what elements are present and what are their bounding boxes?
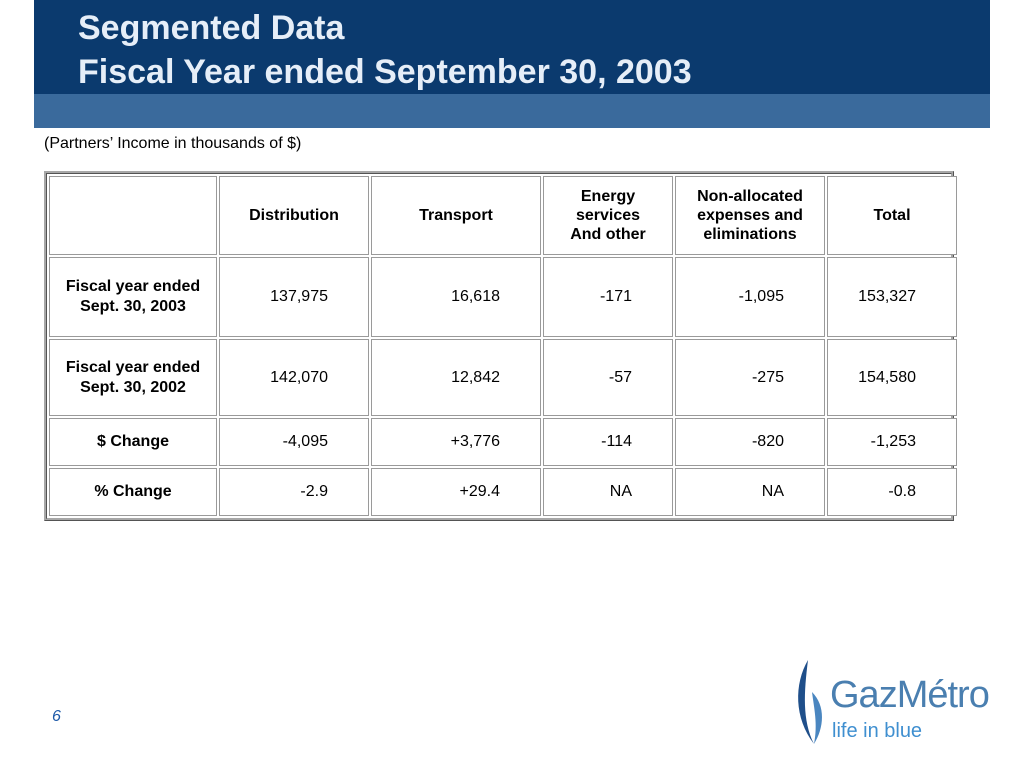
- row-label-line: Sept. 30, 2002: [80, 378, 186, 396]
- table-row: [49, 468, 957, 516]
- table-header-row: [49, 176, 957, 255]
- header-nonalloc-line: eliminations: [703, 226, 797, 244]
- cell-transport: 16,618: [371, 257, 541, 336]
- cell-energy: -57: [543, 339, 673, 416]
- cell-total: 154,580: [827, 339, 957, 416]
- table-units-note: (Partners’ Income in thousands of $): [44, 135, 302, 152]
- cell-transport: +29.4: [371, 468, 541, 516]
- logo-brand-text: GazMétro: [830, 674, 989, 716]
- row-label: % Change: [49, 468, 217, 516]
- header-total: Total: [827, 176, 957, 255]
- header-distribution: Distribution: [219, 176, 369, 255]
- cell-total: -1,253: [827, 418, 957, 466]
- logo-tagline: life in blue: [832, 720, 923, 742]
- cell-energy: -171: [543, 257, 673, 336]
- cell-energy: NA: [543, 468, 673, 516]
- cell-transport: +3,776: [371, 418, 541, 466]
- cell-non-allocated: NA: [675, 468, 825, 516]
- header-nonalloc-line: Non-allocated: [697, 188, 803, 206]
- row-label: [49, 257, 217, 336]
- slide-title: [78, 6, 692, 94]
- cell-non-allocated: -1,095: [675, 257, 825, 336]
- row-label-line: Sept. 30, 2003: [80, 298, 186, 316]
- page-number: 6: [52, 708, 61, 725]
- title-line-2: Fiscal Year ended September 30, 2003: [78, 53, 692, 91]
- header-transport: Transport: [371, 176, 541, 255]
- header-energy-line: services: [575, 207, 641, 225]
- header-nonalloc-line: expenses and: [697, 207, 803, 225]
- table-row: [49, 418, 957, 466]
- header-non-allocated: [675, 176, 825, 255]
- header-empty-cell: [49, 176, 217, 255]
- header-energy-line: And other: [570, 226, 646, 244]
- header-energy-line: Energy: [580, 188, 636, 206]
- segmented-data-table: [44, 171, 954, 521]
- cell-energy: -114: [543, 418, 673, 466]
- cell-distribution: -2.9: [219, 468, 369, 516]
- row-label-line: Fiscal year ended: [65, 278, 201, 296]
- cell-distribution: 142,070: [219, 339, 369, 416]
- table-row: [49, 339, 957, 416]
- title-line-1: Segmented Data: [78, 9, 345, 47]
- gazmetro-logo: [790, 656, 1000, 748]
- cell-total: -0.8: [827, 468, 957, 516]
- row-label: [49, 339, 217, 416]
- row-label: $ Change: [49, 418, 217, 466]
- flame-icon: [792, 658, 826, 746]
- cell-total: 153,327: [827, 257, 957, 336]
- header-strip: [34, 94, 990, 128]
- cell-distribution: 137,975: [219, 257, 369, 336]
- cell-transport: 12,842: [371, 339, 541, 416]
- table-row: [49, 257, 957, 336]
- cell-non-allocated: -820: [675, 418, 825, 466]
- cell-non-allocated: -275: [675, 339, 825, 416]
- cell-distribution: -4,095: [219, 418, 369, 466]
- header-energy-services: [543, 176, 673, 255]
- row-label-line: Fiscal year ended: [65, 358, 201, 376]
